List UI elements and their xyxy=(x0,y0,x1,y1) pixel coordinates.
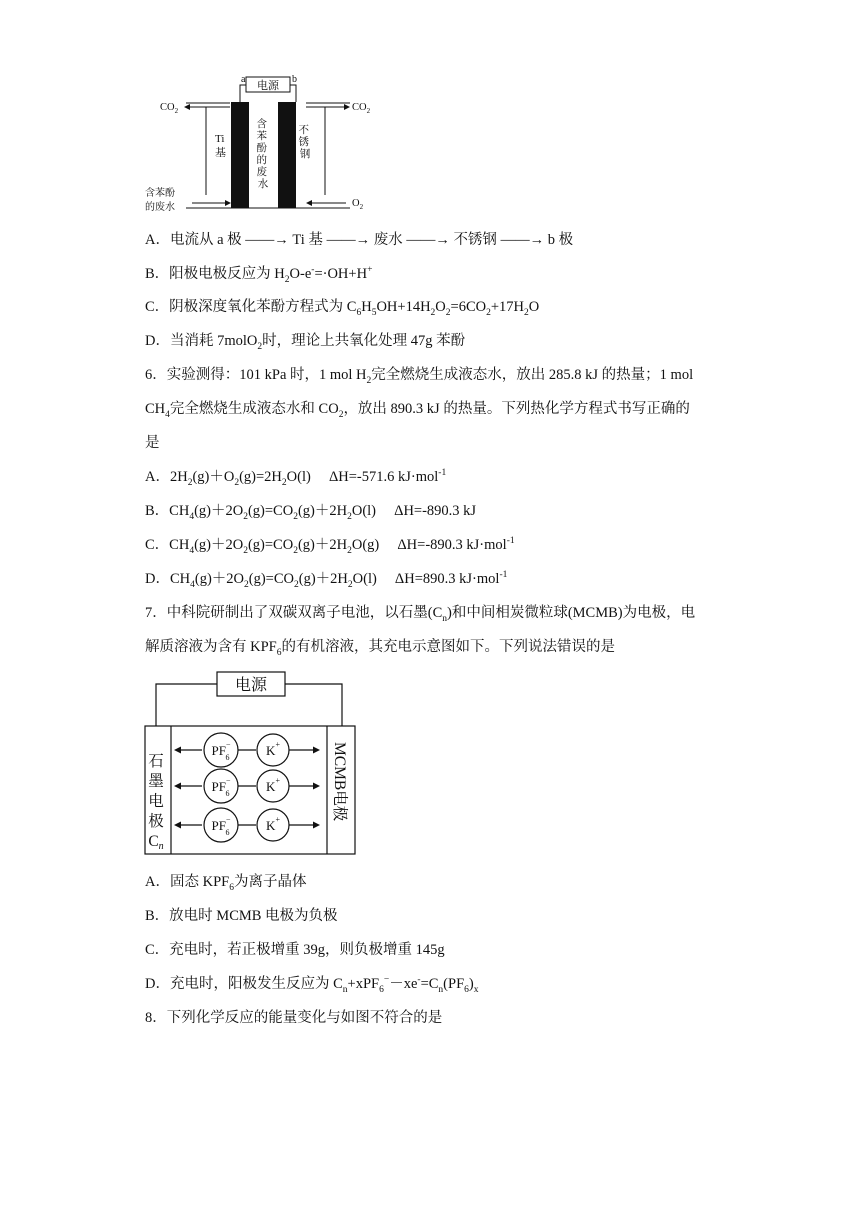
waste-chars: 含 苯 酚 的 废 水 xyxy=(256,119,269,190)
q6-option-a: A．$2H_2(g)+O_2(g)=2H_2O(l)$ ΔH=-571.6 kJ·mol$^{-1}$ xyxy=(145,468,447,488)
q5-option-d: D．当消耗 7molO$_2$时，理论上共氧化处理 47g 苯酚 xyxy=(145,333,466,352)
left-electrode-label: 石 墨 电 极 Cn xyxy=(148,753,164,852)
q8-stem: 8．下列化学反应的能量变化与如图不符合的是 xyxy=(145,1010,443,1026)
q6-option-c: C．$CH_4(g)+2O_2(g)=CO_2(g)+2H_2O(g)$ ΔH=-890.3 kJ·mol$^{-1}$ xyxy=(145,536,515,556)
svg-text:K+: K+ xyxy=(266,776,280,794)
q6-stem-line1: 6．实验测得：101 kPa 时，1 mol $H_2$完全燃烧生成液态水，放出 285.8 kJ 的热量；1 mol xyxy=(145,367,694,386)
svg-text:PF−6: PF− 6 xyxy=(211,815,231,837)
power-label-2: 电源 xyxy=(234,677,268,694)
q7-stem-line1: 7．中科院研制出了双碳双离子电池，以石墨$(C_n)$和中间相炭微粒球(MCMB)为电极，电 xyxy=(145,605,696,624)
svg-text:的废水: 的废水 xyxy=(145,202,175,213)
q7-option-b: B．放电时 MCMB 电极为负极 xyxy=(145,908,338,924)
q7-option-d: D．充电时，阳极发生反应为 $C_n+xPF_6^--xe^-=C_n(PF_6)_x$ xyxy=(145,975,479,995)
q5-option-a: A．电流从 a 极 ——→ Ti 基 ——→ 废水 ——→ 不锈钢 ——→ b 极 xyxy=(145,232,574,248)
q7-stem-line2: 解质溶液为含有 $KPF_6$的有机溶液，其充电示意图如下。下列说法错误的是 xyxy=(145,639,615,658)
q5-option-b: B．阳极电极反应为 $H_2O-e^-=\cdot OH+H^+$ xyxy=(145,265,373,285)
terminal-a: a xyxy=(241,74,246,85)
ion-row-2 xyxy=(174,769,320,803)
q7-option-c: C．充电时，若正极增重 39g，则负极增重 145g xyxy=(145,942,445,958)
svg-text:K+: K+ xyxy=(266,815,280,833)
ion-row-3 xyxy=(174,808,320,842)
electrolysis-cell-figure xyxy=(140,70,380,220)
q5-option-c: C．阴极深度氧化苯酚方程式为 $C_6H_5OH+14H_2O_2=6CO_2+17H_2O$ xyxy=(145,299,540,318)
svg-text:Ti: Ti xyxy=(215,133,225,145)
q7-option-a: A．固态 $KPF_6$为离子晶体 xyxy=(145,874,307,893)
svg-text:K+: K+ xyxy=(266,740,280,758)
terminal-b: b xyxy=(292,74,297,85)
co2-right-label: $CO_2$ xyxy=(352,102,371,115)
steel-chars: 不 锈 钢 xyxy=(298,125,311,160)
power-label: 电源 xyxy=(257,80,279,92)
battery-figure xyxy=(140,668,365,858)
ion-row-1 xyxy=(174,733,320,767)
co2-left-label: $CO_2$ xyxy=(160,102,179,115)
q6-stem-line3: 是 xyxy=(145,435,160,451)
svg-text:PF−6: PF− 6 xyxy=(211,740,231,762)
q6-option-d: D．$CH_4(g)+2O_2(g)=CO_2(g)+2H_2O(l)$ ΔH=890.3 kJ·mol$^{-1}$ xyxy=(145,570,508,590)
svg-text:PF−6: PF− 6 xyxy=(211,776,231,798)
right-electrode-label: MCMB电极 xyxy=(331,742,348,822)
svg-text:含苯酚: 含苯酚 xyxy=(145,188,175,199)
q6-stem-line2: $CH_4$完全燃烧生成液态水和 $CO_2$，放出 890.3 kJ 的热量。下列热化学方程式书写正确的 xyxy=(145,401,690,420)
o2-label: $O_2$ xyxy=(352,198,364,211)
svg-text:基: 基 xyxy=(215,147,226,159)
q6-option-b: B．$CH_4(g)+2O_2(g)=CO_2(g)+2H_2O(l)$ ΔH=-890.3 kJ xyxy=(145,503,477,522)
